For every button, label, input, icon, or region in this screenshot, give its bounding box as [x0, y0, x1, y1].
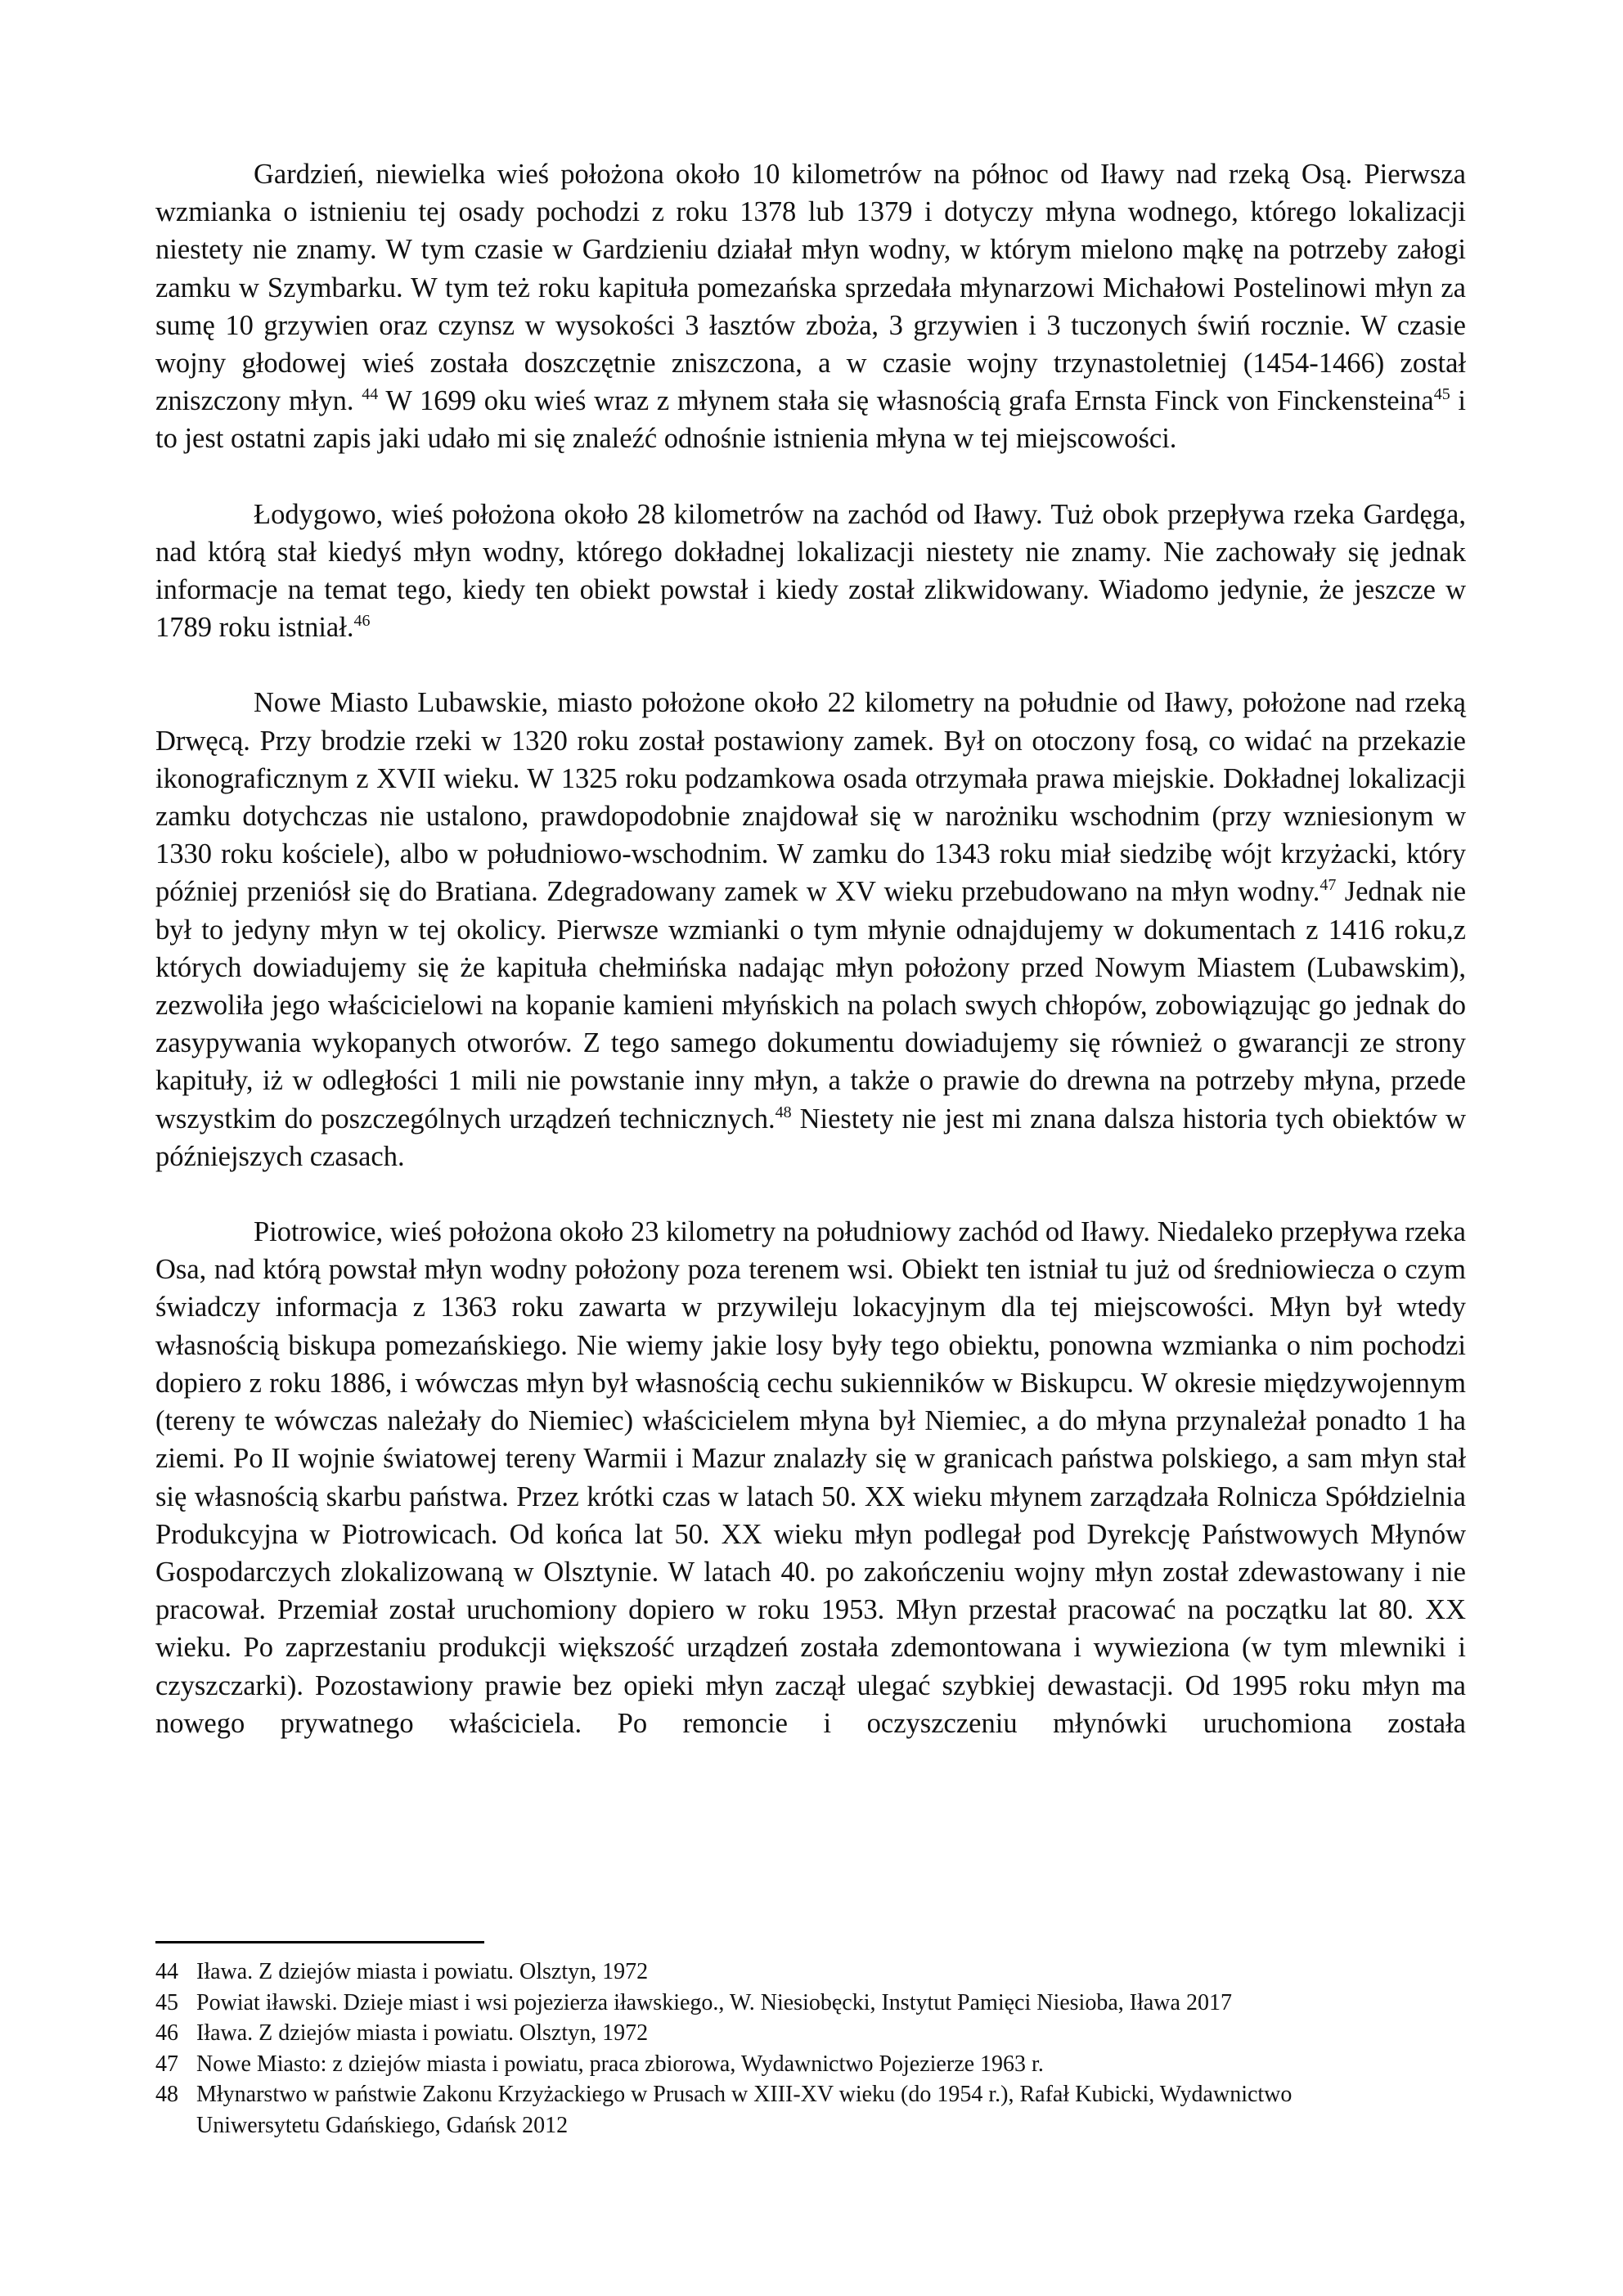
footnote-ref-48[interactable]: 48 — [775, 1103, 792, 1121]
footnote-text: Iława. Z dziejów miasta i powiatu. Olsztyn, 1972 — [196, 2020, 649, 2046]
footnote-46 — [155, 2018, 1466, 2049]
footnote-text: Powiat iławski. Dzieje miast i wsi pojezierza iławskiego., W. Niesiobęcki, Instytut Pamięci Niesioba, Iława 2017 — [196, 1989, 1232, 2015]
footnote-ref-46[interactable]: 46 — [353, 612, 371, 631]
footnote-ref-44[interactable]: 44 — [362, 385, 379, 404]
paragraph-text: Jednak nie był to jedyny młyn w tej okolicy. Pierwsze wzmianki o tym młynie odnajdujemy w dokumentach z 1416 roku,z których dowiadujemy się że kapituła chełmińska nadając młyn położony przed Nowym Miastem (Lubawskim), zezwoliła jego właścicielowi na kopanie kamieni młyńskich na polach swych chłopów, zobowiązując go jednak do zasypywania wykopanych otworów. Z tego samego dokumentu dowiadujemy się również o gwarancji ze strony kapituły, iż w odległości 1 mili nie powstanie inny młyn, a także o prawie do drewna na potrzeby młyna, przede wszystkim do poszczególnych urządzeń technicznych. — [155, 876, 1467, 1135]
paragraph-text: W 1699 oku wieś wraz z młynem stała się własnością grafa Ernsta Finck von Finckensteina — [378, 385, 1434, 417]
footnotes-section — [155, 1957, 1466, 2141]
paragraph-text: Piotrowice, wieś położona około 23 kilometry na południowy zachód od Iławy. Niedaleko przepływa rzeka Osa, nad którą powstał młyn wodny położony poza terenem wsi. Obiekt ten istniał tu już od średniowiecza o czym świadczy informacja z 1363 roku zawarta w przywileju lokacyjnym dla tej miejscowości. Młyn był wtedy własnością biskupa pomezańskiego. Nie wiemy jakie losy były tego obiektu, ponowna wzmianka o nim pochodzi dopiero z roku 1886, i wówczas młyn był własnością cechu sukienników w Biskupcu. W okresie międzywojennym (tereny te wówczas należały do Niemiec) właścicielem młyna był Niemiec, a do młyna przynależał ponadto 1 ha ziemi. Po II wojnie światowej tereny Warmii i Mazur znalazły się w granicach państwa polskiego, a sam młyn stał się własnością skarbu państwa. Przez krótki czas w latach 50. XX wieku młynem zarządzała Rolnicza Spółdzielnia Produkcyjna w Piotrowicach. Od końca lat 50. XX wieku młyn podlegał pod Dyrekcję Państwowych Młynów Gospodarczych zlokalizowaną w Olsztynie. W latach 40. po zakończeniu wojny młyn został zdewastowany i nie pracował. Przemiał został uruchomiony dopiero w roku 1953. Młyn przestał pracować na początku lat 80. XX wieku. Po zaprzestaniu produkcji większość urządzeń została zdemontowana i wywieziona (w tym mlewniki i czyszczarki). Pozostawiony prawie bez opieki młyn zaczął ulegać szybkiej dewastacji. Od 1995 roku młyn ma nowego prywatnego właściciela. Po remoncie i oczyszczeniu młynówki uruchomiona została — [155, 1216, 1466, 1739]
footnote-47 — [155, 2049, 1466, 2080]
paragraph-text: Nowe Miasto Lubawskie, miasto położone około 22 kilometry na południe od Iławy, położone nad rzeką Drwęcą. Przy brodzie rzeki w 1320 roku został postawiony zamek. Był on otoczony fosą, co widać na przekazie ikonograficznym z XVII wieku. W 1325 roku podzamkowa osada otrzymała prawa miejskie. Dokładnej lokalizacji zamku dotychczas nie ustalono, prawdopodobnie znajdował się w narożniku wschodnim (przy wzniesionym w 1330 roku kościele), albo w południowo-wschodnim. W zamku do 1343 roku miał siedzibę wójt krzyżacki, który później przeniósł się do Bratiana. Zdegradowany zamek w XV wieku przebudowano na młyn wodny. — [155, 687, 1466, 908]
paragraph-text: Niestety nie jest mi znana dalsza historia tych obiektów w późniejszych czasach. — [155, 1103, 1467, 1172]
paragraph-piotrowice — [155, 1213, 1466, 1742]
footnote-text: Iława. Z dziejów miasta i powiatu. Olsztyn, 1972 — [196, 1959, 649, 1984]
footnote-text: Młynarstwo w państwie Zakonu Krzyżackiego w Prusach w XIII-XV wieku (do 1954 r.), Rafał Kubicki, Wydawnictwo Uniwersytetu Gdańskiego, Gdańsk 2012 — [196, 2082, 1293, 2138]
footnote-45 — [155, 1988, 1466, 2019]
footnote-number: 45 — [155, 1989, 178, 2015]
paragraph-nowe-miasto — [155, 684, 1466, 1175]
footnote-44 — [155, 1957, 1466, 1988]
footnote-number: 48 — [155, 2082, 178, 2107]
paragraph-lodygowo — [155, 496, 1466, 647]
footnote-number: 47 — [155, 2051, 178, 2077]
footnote-separator — [155, 1941, 484, 1943]
footnote-number: 46 — [155, 2020, 178, 2046]
paragraph-text: Gardzień, niewielka wieś położona około 10 kilometrów na północ od Iławy nad rzeką Osą. Pierwsza wzmianka o istnieniu tej osady pochodzi z roku 1378 lub 1379 i dotyczy młyna wodnego, którego lokalizacji niestety nie znamy. W tym czasie w Gardzieniu działał młyn wodny, w którym mielono mąkę na potrzeby załogi zamku w Szymbarku. W tym też roku kapituła pomezańska sprzedała młynarzowi Michałowi Postelinowi młyn za sumę 10 grzywien oraz czynsz w wysokości 3 łasztów zboża, 3 grzywien i 3 tuczonych świń rocznie. W czasie wojny głodowej wieś została doszczętnie zniszczona, a w czasie wojny trzynastoletniej (1454-1466) został zniszczony młyn. — [155, 159, 1466, 417]
paragraph-gardzien — [155, 155, 1466, 458]
footnote-text: Nowe Miasto: z dziejów miasta i powiatu, praca zbiorowa, Wydawnictwo Pojezierze 1963 r. — [196, 2051, 1044, 2077]
footnote-number: 44 — [155, 1959, 178, 1984]
document-body — [155, 155, 1466, 1742]
footnote-ref-47[interactable]: 47 — [1320, 876, 1337, 895]
paragraph-text: Łodygowo, wieś położona około 28 kilometrów na zachód od Iławy. Tuż obok przepływa rzeka Gardęga, nad którą stał kiedyś młyn wodny, którego dokładnej lokalizacji niestety nie znamy. Nie zachowały się jednak informacje na temat tego, kiedy ten obiekt powstał i kiedy został zlikwidowany. Wiadomo jedynie, że jeszcze w 1789 roku istniał. — [155, 498, 1466, 644]
footnote-48 — [155, 2079, 1466, 2141]
footnote-ref-45[interactable]: 45 — [1433, 385, 1450, 404]
paragraph-text: i to jest ostatni zapis jaki udało mi się znaleźć odnośnie istnienia młyna w tej miejscowości. — [155, 385, 1466, 455]
